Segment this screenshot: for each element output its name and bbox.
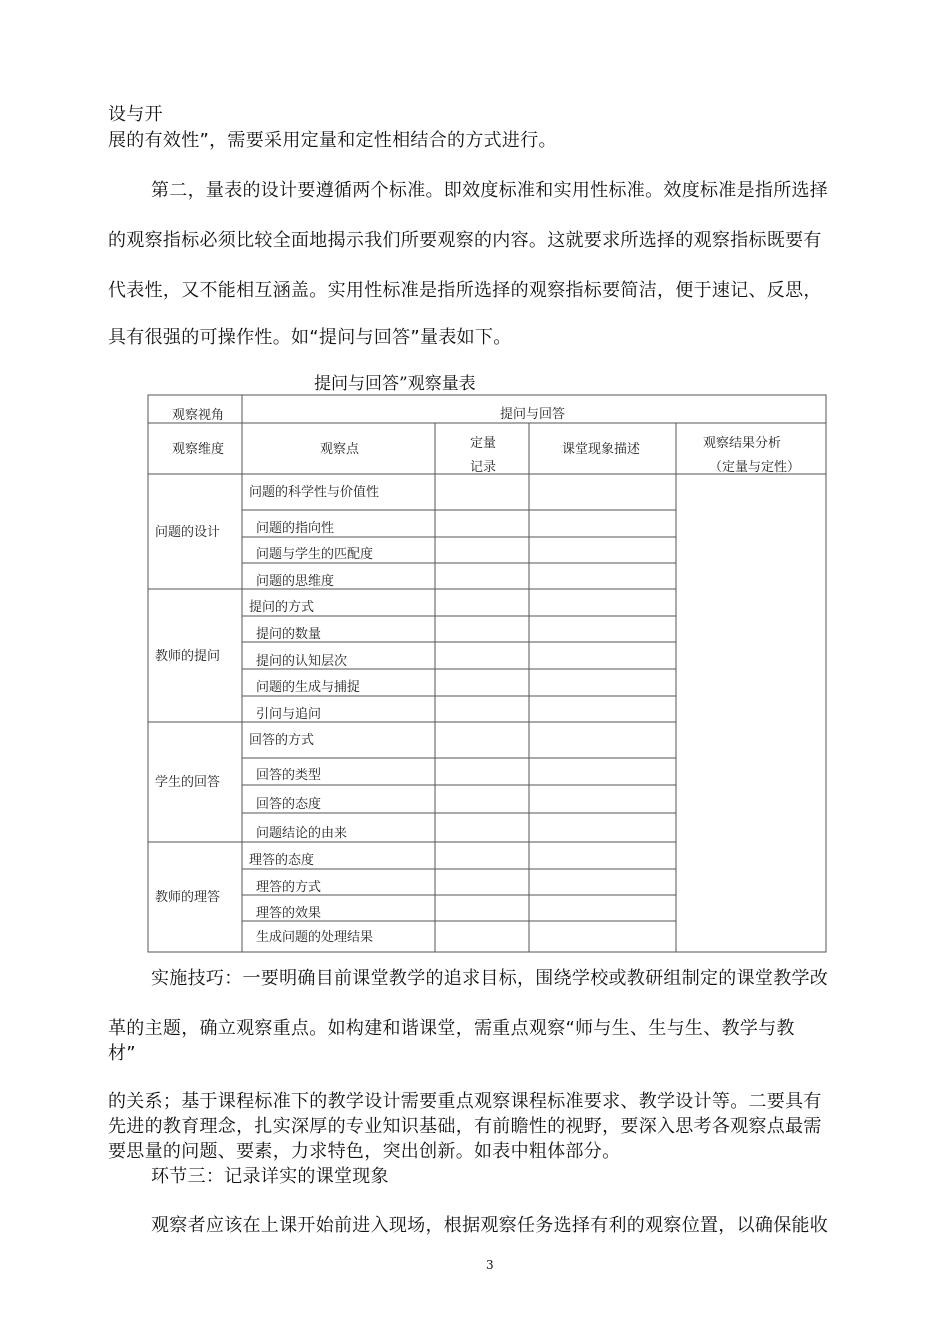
paragraph-line: 观察者应该在上课开始前进入现场，根据观察任务选择有利的观察位置，以确保能收: [151, 1215, 829, 1236]
paragraph-line: 的关系；基于课程标准下的教学设计需要重点观察课程标准要求、教学设计等。二要具有: [108, 1091, 822, 1112]
paragraph-line: 展的有效性”，需要采用定量和定性相结合的方式进行。: [108, 130, 557, 151]
dimension-cell: 学生的回答: [155, 775, 221, 790]
header-view-label: 观察视角: [172, 408, 225, 423]
paragraph-line: 实施技巧：一要明确目前课堂教学的追求目标，围绕学校或教研组制定的课堂教学改: [151, 968, 829, 989]
observation-point: 引问与追问: [256, 707, 322, 722]
page-number: 3: [486, 1258, 494, 1272]
section-heading: 环节三：记录详实的课堂现象: [151, 1166, 389, 1187]
dimension-cell: 问题的设计: [155, 525, 221, 540]
paragraph-line: 材”: [108, 1043, 136, 1064]
observation-point: 回答的态度: [256, 797, 322, 812]
paragraph-line: 代表性，又不能相互涵盖。实用性标准是指所选择的观察指标要简洁，便于速记、反思，: [108, 280, 822, 301]
observation-point: 理答的方式: [256, 880, 322, 895]
header-dimension: 观察维度: [172, 442, 225, 457]
header-result-line2: （定量与定性）: [709, 460, 801, 475]
paragraph-line: 要思量的问题、要素，力求特色，突出创新。如表中粗体部分。: [108, 1141, 621, 1162]
observation-point: 生成问题的处理结果: [256, 930, 374, 945]
header-result-line1: 观察结果分析: [703, 436, 782, 451]
paragraph-line: 的观察指标必须比较全面地揭示我们所要观察的内容。这就要求所选择的观察指标既要有: [108, 230, 822, 251]
observation-point: 回答的方式: [249, 733, 315, 748]
paragraph-line: 先进的教育理念，扎实深厚的专业知识基础，有前瞻性的视野，要深入思考各观察点最需: [108, 1116, 822, 1137]
paragraph-line: 设与开: [108, 104, 163, 125]
header-quant-line2: 记录: [470, 460, 497, 475]
observation-point: 提问的认知层次: [256, 654, 348, 669]
observation-point: 问题的指向性: [256, 521, 335, 536]
dimension-cell: 教师的理答: [155, 890, 221, 905]
observation-point: 问题的思维度: [256, 574, 335, 589]
header-view-value: 提问与回答: [500, 407, 566, 422]
table-title: 提问与回答”观察量表: [314, 374, 476, 394]
paragraph-line: 革的主题，确立观察重点。如构建和谐课堂，需重点观察“师与生、生与生、教学与教: [108, 1018, 795, 1039]
paragraph-line: 具有很强的可操作性。如“提问与回答”量表如下。: [108, 327, 512, 348]
observation-point: 提问的方式: [249, 600, 315, 615]
observation-point: 回答的类型: [256, 768, 322, 783]
observation-point: 提问的数量: [256, 627, 322, 642]
dimension-cell: 教师的提问: [155, 649, 221, 664]
paragraph-line: 第二，量表的设计要遵循两个标准。即效度标准和实用性标准。效度标准是指所选择: [151, 180, 829, 201]
header-description: 课堂现象描述: [562, 442, 641, 457]
header-point: 观察点: [320, 442, 360, 457]
observation-point: 理答的效果: [256, 906, 322, 921]
observation-point: 问题与学生的匹配度: [256, 547, 374, 562]
observation-point: 问题的生成与捕捉: [256, 680, 361, 695]
observation-point: 理答的态度: [249, 853, 315, 868]
header-quant-line1: 定量: [470, 436, 497, 451]
observation-point: 问题的科学性与价值性: [249, 485, 380, 500]
observation-point: 问题结论的由来: [256, 826, 348, 841]
